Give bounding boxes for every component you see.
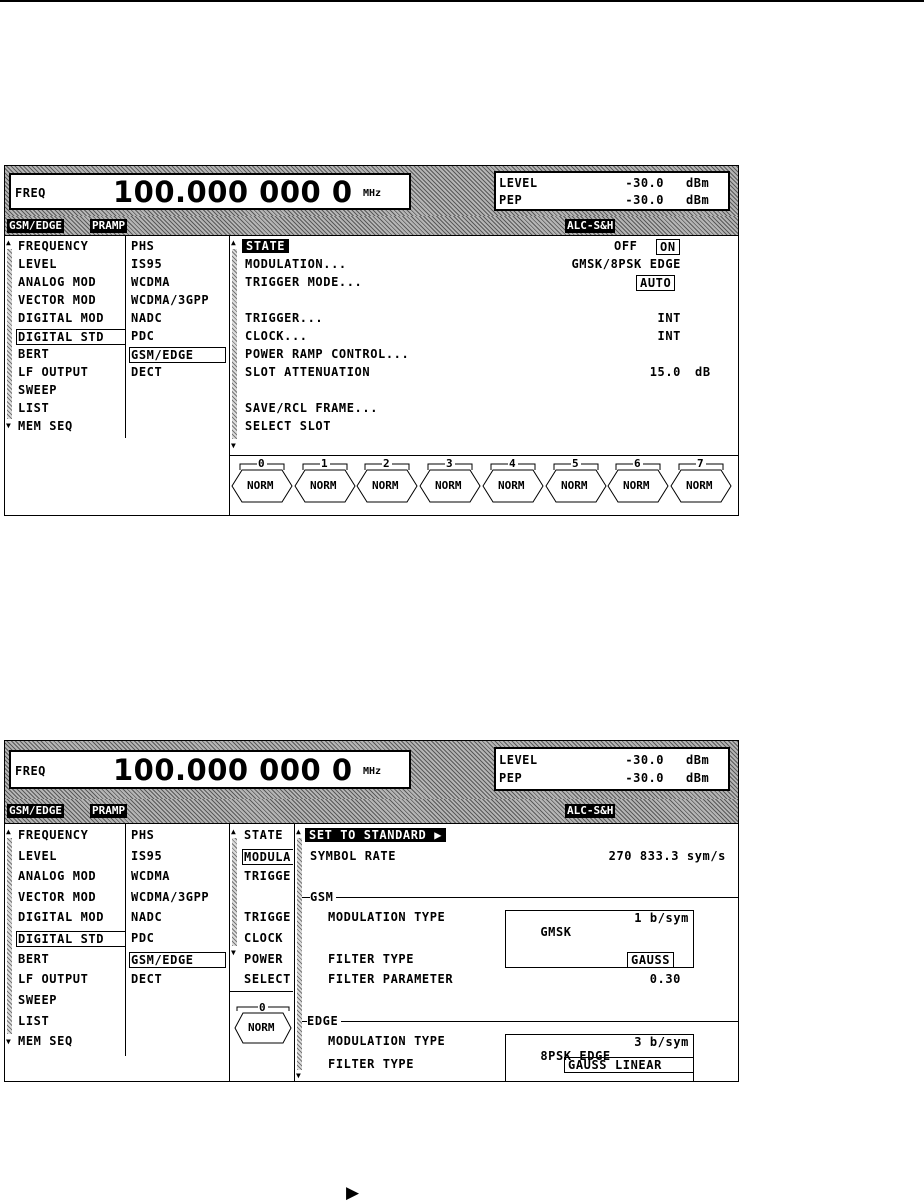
menu-item-vector-mod[interactable]: VECTOR MOD	[18, 890, 97, 904]
trigger-mode-value[interactable]: AUTO	[636, 275, 675, 291]
scroll-down-icon[interactable]: ▼	[6, 421, 11, 430]
slot-0[interactable]	[230, 456, 294, 506]
status-tag-pramp: PRAMP	[92, 219, 126, 232]
menu-item-wcdma[interactable]: WCDMA	[131, 275, 171, 289]
screen-1	[4, 165, 739, 516]
menu-item-phs[interactable]: PHS	[131, 239, 155, 253]
slot-0[interactable]	[231, 1001, 295, 1047]
menu-item-is95[interactable]: IS95	[131, 257, 163, 271]
edge-modulation-type-name: 8PSK EDGE	[540, 1049, 611, 1063]
page-top-rule	[0, 0, 924, 2]
menu-item-mem-seq[interactable]: MEM SEQ	[18, 1034, 73, 1048]
param-slot-attenuation[interactable]: SLOT ATTENUATION	[245, 365, 371, 379]
triangle-arrow-icon: ▶	[346, 1183, 360, 1203]
gsm-modulation-bits: 1 b/sym	[634, 911, 689, 925]
screen-2	[4, 740, 739, 1082]
edge-section-label: EDGE	[307, 1014, 341, 1028]
menu-item-is95[interactable]: IS95	[131, 849, 163, 863]
slot-label: NORM	[686, 479, 713, 492]
col3-scroll-up-icon[interactable]: ▲	[231, 827, 236, 836]
menu-item-bert[interactable]: BERT	[18, 347, 50, 361]
menu-item-state[interactable]: STATE	[244, 828, 284, 842]
menu-item-nadc[interactable]: NADC	[131, 910, 163, 924]
slot-6[interactable]	[606, 456, 670, 506]
col3-scroll-down-icon[interactable]: ▼	[231, 948, 236, 957]
param-symbol-rate[interactable]: SYMBOL RATE	[310, 849, 397, 863]
slot-number: 2	[383, 457, 390, 470]
slot-2[interactable]	[355, 456, 419, 506]
status-tag-pramp: PRAMP	[92, 804, 126, 817]
gsm-modulation-type-name: GMSK	[540, 925, 572, 939]
menu-item-gsm-edge[interactable]: GSM/EDGE	[129, 347, 226, 363]
mod-scroll-up-icon[interactable]: ▲	[296, 827, 301, 836]
menu-item-phs[interactable]: PHS	[131, 828, 155, 842]
slot-number: 1	[321, 457, 328, 470]
gsm-section-label: GSM	[310, 890, 336, 904]
slot-number: 3	[446, 457, 453, 470]
level-value: -30.0	[625, 176, 664, 190]
menu-item-modulation[interactable]: MODULA	[242, 849, 293, 865]
slot-label: NORM	[372, 479, 399, 492]
menu-item-pdc[interactable]: PDC	[131, 931, 155, 945]
pep-value: -30.0	[625, 193, 664, 207]
menu-item-digital-mod[interactable]: DIGITAL MOD	[18, 910, 105, 924]
menu-item-level[interactable]: LEVEL	[18, 849, 58, 863]
status-tag-alc: ALC-S&H	[567, 219, 614, 232]
menu-item-level[interactable]: LEVEL	[18, 257, 58, 271]
menu-item-list[interactable]: LIST	[18, 1014, 50, 1028]
menu-item-trigger[interactable]: TRIGGE	[244, 910, 291, 924]
menu-item-list[interactable]: LIST	[18, 401, 50, 415]
symbol-rate-value[interactable]: 270 833.3 sym/s	[608, 849, 726, 863]
menu-item-gsm-edge[interactable]: GSM/EDGE	[129, 952, 226, 968]
param-gsm-filter-type[interactable]: FILTER TYPE	[328, 952, 415, 966]
param-select-slot[interactable]: SELECT SLOT	[245, 419, 332, 433]
param-trigger-mode[interactable]: TRIGGER MODE...	[245, 275, 363, 289]
status-bar	[5, 216, 738, 235]
slot-number: 0	[258, 457, 265, 470]
param-edge-filter-type[interactable]: FILTER TYPE	[328, 1057, 415, 1071]
col3-scrollbar[interactable]	[232, 838, 237, 946]
level-display[interactable]	[494, 171, 730, 211]
menu-item-mem-seq[interactable]: MEM SEQ	[18, 419, 73, 433]
menu-item-pdc[interactable]: PDC	[131, 329, 155, 343]
param-trigger[interactable]: TRIGGER...	[245, 311, 324, 325]
slot-label: NORM	[498, 479, 525, 492]
param-modulation[interactable]: MODULATION...	[245, 257, 347, 271]
frequency-display[interactable]	[9, 750, 411, 789]
slot-4[interactable]	[481, 456, 545, 506]
gsm-filter-type-value[interactable]: GAUSS	[627, 952, 674, 968]
level-label: LEVEL	[499, 753, 538, 767]
level-unit: dBm	[686, 753, 710, 767]
menu-item-trigger-mode[interactable]: TRIGGE	[244, 869, 291, 883]
slot-label: NORM	[623, 479, 650, 492]
param-gsm-filter-parameter[interactable]: FILTER PARAMETER	[328, 972, 454, 986]
param-state[interactable]: STATE	[242, 239, 289, 253]
slot-attenuation-value[interactable]: 15.0	[649, 365, 681, 379]
slot-number: 6	[634, 457, 641, 470]
slot-attenuation-unit: dB	[695, 365, 711, 379]
param-scrollbar[interactable]	[232, 249, 237, 439]
gsm-filter-parameter-value[interactable]: 0.30	[649, 972, 681, 986]
param-power-ramp-control[interactable]: POWER RAMP CONTROL...	[245, 347, 410, 361]
mod-scroll-down-icon[interactable]: ▼	[296, 1071, 301, 1080]
freq-value: 100.000 000 0	[113, 753, 353, 787]
slot-3[interactable]	[418, 456, 482, 506]
param-gsm-modulation-type[interactable]: MODULATION TYPE	[328, 910, 446, 924]
level-value: -30.0	[625, 753, 664, 767]
menu-item-digital-std[interactable]: DIGITAL STD	[16, 329, 126, 345]
menu-item-clock[interactable]: CLOCK	[244, 931, 284, 945]
pep-unit: dBm	[686, 193, 710, 207]
set-to-standard-button[interactable]: SET TO STANDARD ▶	[305, 828, 446, 842]
slot-0-label: NORM	[248, 1021, 275, 1034]
state-on-option[interactable]: ON	[656, 239, 680, 255]
menu-item-analog-mod[interactable]: ANALOG MOD	[18, 275, 97, 289]
menu-item-power[interactable]: POWER	[244, 952, 284, 966]
modulation-value: GMSK/8PSK EDGE	[571, 257, 681, 271]
freq-value: 100.000 000 0	[113, 175, 353, 209]
level-display[interactable]	[494, 747, 730, 791]
edge-filter-type-value[interactable]: GAUSS LINEAR	[564, 1057, 694, 1073]
slot-7[interactable]	[669, 456, 733, 506]
menu-item-vector-mod[interactable]: VECTOR MOD	[18, 293, 97, 307]
freq-label: FREQ	[15, 764, 46, 778]
trigger-value: INT	[657, 311, 681, 325]
menu-item-lf-output[interactable]: LF OUTPUT	[18, 365, 89, 379]
menu-item-sweep[interactable]: SWEEP	[18, 993, 58, 1007]
param-scroll-down-icon[interactable]: ▼	[231, 441, 236, 450]
menu-item-frequency[interactable]: FREQUENCY	[18, 828, 89, 842]
menu-item-dect[interactable]: DECT	[131, 365, 163, 379]
menu-scrollbar[interactable]	[7, 838, 12, 1034]
menu-item-dect[interactable]: DECT	[131, 972, 163, 986]
pep-value: -30.0	[625, 771, 664, 785]
edge-modulation-bits: 3 b/sym	[634, 1035, 689, 1049]
pep-unit: dBm	[686, 771, 710, 785]
frequency-display[interactable]	[9, 173, 411, 210]
freq-unit: MHz	[363, 188, 382, 199]
pep-label: PEP	[499, 771, 523, 785]
param-edge-modulation-type[interactable]: MODULATION TYPE	[328, 1034, 446, 1048]
menu-item-wcdma-3gpp[interactable]: WCDMA/3GPP	[131, 890, 210, 904]
slot-1[interactable]	[293, 456, 357, 506]
slot-label: NORM	[310, 479, 337, 492]
freq-unit: MHz	[363, 766, 382, 777]
menu-item-digital-std[interactable]: DIGITAL STD	[16, 931, 126, 947]
menu-item-select[interactable]: SELECT	[244, 972, 291, 986]
slot-number: 7	[697, 457, 704, 470]
param-scroll-up-icon[interactable]: ▲	[231, 238, 236, 247]
param-save-rcl-frame[interactable]: SAVE/RCL FRAME...	[245, 401, 379, 415]
clock-value: INT	[657, 329, 681, 343]
slot-label: NORM	[247, 479, 274, 492]
menu-scrollbar[interactable]	[7, 249, 12, 419]
param-clock[interactable]: CLOCK...	[245, 329, 308, 343]
menu-item-analog-mod[interactable]: ANALOG MOD	[18, 869, 97, 883]
menu-item-sweep[interactable]: SWEEP	[18, 383, 58, 397]
menu-item-wcdma-3gpp[interactable]: WCDMA/3GPP	[131, 293, 210, 307]
status-tag-gsm-edge: GSM/EDGE	[9, 219, 62, 232]
slot-0-number: 0	[259, 1001, 266, 1014]
slot-number: 4	[509, 457, 516, 470]
menu-item-nadc[interactable]: NADC	[131, 311, 163, 325]
scroll-down-icon[interactable]: ▼	[6, 1037, 11, 1046]
level-label: LEVEL	[499, 176, 538, 190]
state-off-option[interactable]: OFF	[614, 239, 638, 253]
scroll-up-icon[interactable]: ▲	[6, 238, 11, 247]
menu-item-bert[interactable]: BERT	[18, 952, 50, 966]
menu-item-lf-output[interactable]: LF OUTPUT	[18, 972, 89, 986]
level-unit: dBm	[686, 176, 710, 190]
menu-item-frequency[interactable]: FREQUENCY	[18, 239, 89, 253]
slot-5[interactable]	[544, 456, 608, 506]
status-tag-gsm-edge: GSM/EDGE	[9, 804, 62, 817]
menu-item-digital-mod[interactable]: DIGITAL MOD	[18, 311, 105, 325]
freq-label: FREQ	[15, 186, 46, 200]
menu-item-wcdma[interactable]: WCDMA	[131, 869, 171, 883]
status-bar	[5, 799, 738, 823]
slot-number: 5	[572, 457, 579, 470]
mod-scrollbar[interactable]	[297, 838, 302, 1070]
scroll-up-icon[interactable]: ▲	[6, 827, 11, 836]
pep-label: PEP	[499, 193, 523, 207]
slot-label: NORM	[435, 479, 462, 492]
slot-label: NORM	[561, 479, 588, 492]
status-tag-alc: ALC-S&H	[567, 804, 614, 817]
